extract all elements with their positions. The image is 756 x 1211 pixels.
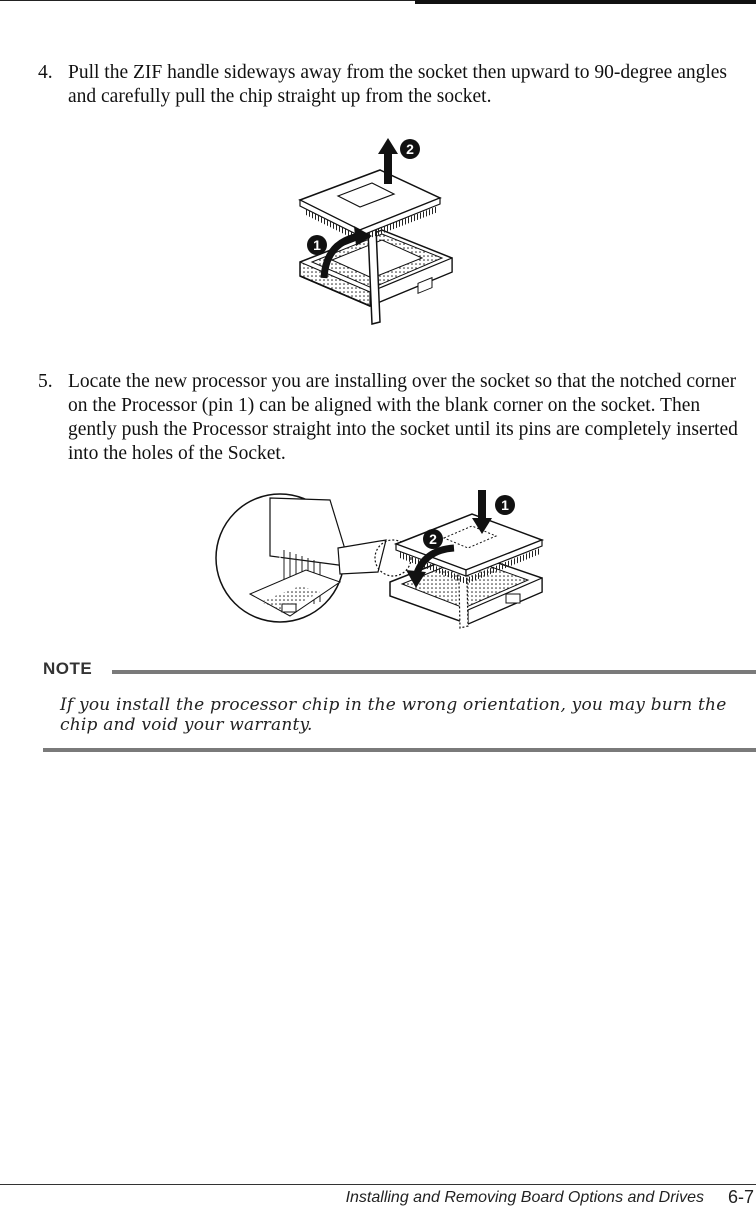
header-rule <box>0 0 415 1</box>
step-number: 5. <box>38 371 53 392</box>
note-text: If you install the processor chip in the wrong orientation, you may burn the chip and void your warranty. <box>60 695 727 735</box>
step-number: 4. <box>38 62 53 83</box>
svg-text:2: 2 <box>429 531 437 547</box>
header-rule-bar <box>415 0 756 4</box>
figure-remove-processor <box>290 130 470 325</box>
note-rule-bottom <box>43 748 756 752</box>
magnified-view <box>216 494 346 622</box>
step-text: Locate the new processor you are installing over the socket so that the notched corner on the Processor (pin 1) can be aligned with the blank corner on the socket. Then gently push the Processor straight into the socket until its pins are completely inserted into the holes of the Socket. <box>68 371 738 464</box>
figure-install-processor <box>210 486 550 636</box>
note-rule <box>112 670 756 674</box>
marker-1-icon <box>307 235 327 255</box>
svg-text:1: 1 <box>313 237 321 253</box>
note-label: NOTE <box>43 659 93 678</box>
svg-text:2: 2 <box>406 141 414 157</box>
step-text: Pull the ZIF handle sideways away from the socket then upward to 90-degree angles and carefully pull the chip straight up from the socket. <box>68 62 728 107</box>
marker-2-icon <box>423 529 443 549</box>
page-number: 6-7 <box>727 1187 754 1207</box>
svg-text:1: 1 <box>501 497 509 513</box>
marker-2-icon <box>400 139 420 159</box>
footer-section-title: Installing and Removing Board Options and Drives <box>345 1189 704 1206</box>
processor-chip <box>300 170 440 242</box>
footer-rule <box>0 1184 756 1185</box>
marker-1-icon <box>495 495 515 515</box>
